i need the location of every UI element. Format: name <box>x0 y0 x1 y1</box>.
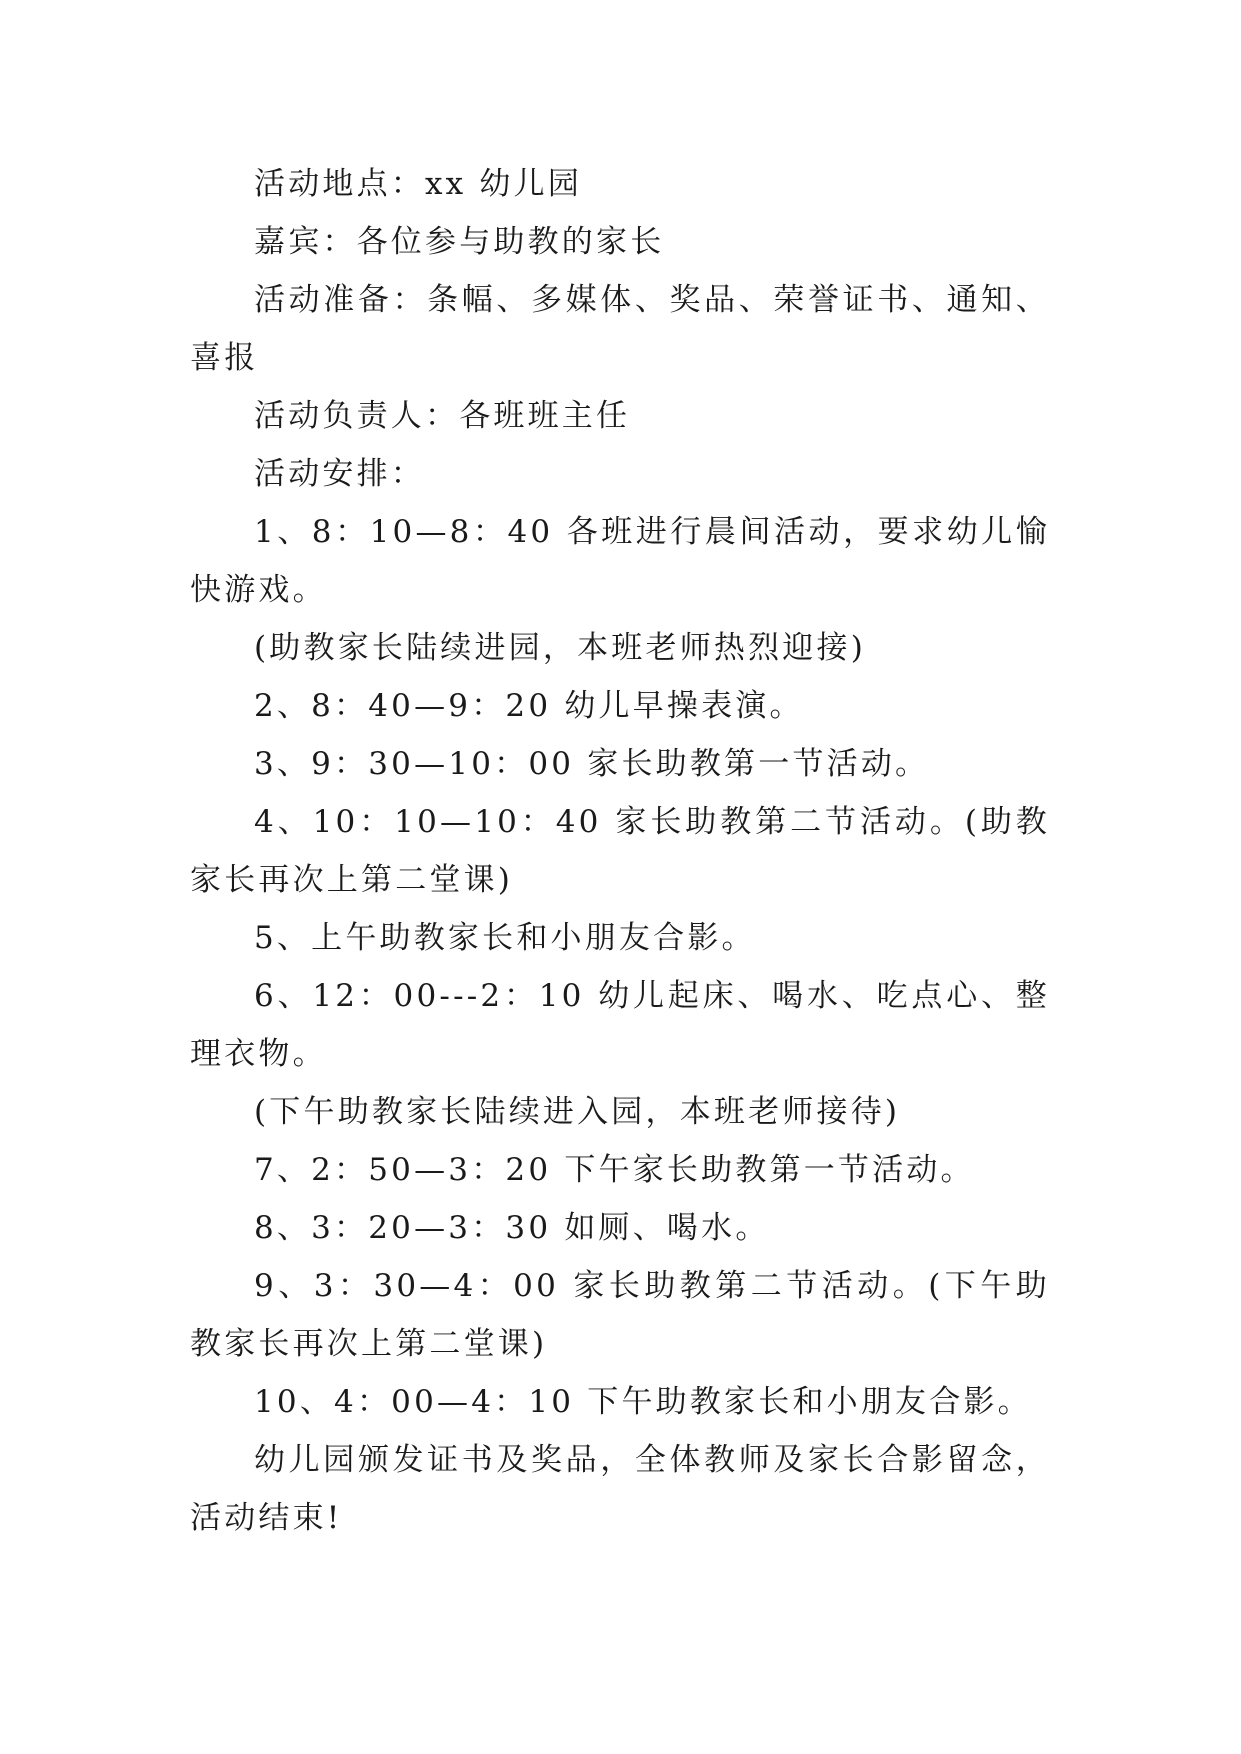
schedule-item-10: 10、4：00—4：10 下午助教家长和小朋友合影。 <box>254 1384 1032 1420</box>
schedule-item-6: 6、12：00---2：10 幼儿起床、喝水、吃点心、整理衣物。 <box>190 978 1050 1072</box>
paragraph-schedule-heading: 活动安排： <box>254 456 425 492</box>
schedule-item-9: 9、3：30—4：00 家长助教第二节活动。(下午助教家长再次上第二堂课) <box>190 1268 1050 1362</box>
paragraph-location: 活动地点：xx 幼儿园 <box>254 166 583 202</box>
schedule-item-2: 2、8：40—9：20 幼儿早操表演。 <box>254 688 804 724</box>
schedule-item-3: 3、9：30—10：00 家长助教第一节活动。 <box>254 746 930 782</box>
schedule-item-8: 8、3：20—3：30 如厕、喝水。 <box>254 1210 770 1246</box>
schedule-item-4: 4、10：10—10：40 家长助教第二节活动。(助教家长再次上第二堂课) <box>190 804 1050 898</box>
schedule-item-7: 7、2：50—3：20 下午家长助教第一节活动。 <box>254 1152 975 1188</box>
schedule-item-5: 5、上午助教家长和小朋友合影。 <box>254 920 756 956</box>
schedule-note-1: (助教家长陆续进园，本班老师热烈迎接) <box>254 630 866 666</box>
paragraph-closing: 幼儿园颁发证书及奖品，全体教师及家长合影留念，活动结束! <box>190 1442 1050 1536</box>
schedule-item-1: 1、8：10—8：40 各班进行晨间活动，要求幼儿愉快游戏。 <box>190 514 1050 608</box>
paragraph-guests: 嘉宾：各位参与助教的家长 <box>254 224 665 260</box>
schedule-note-2: (下午助教家长陆续进入园，本班老师接待) <box>254 1094 901 1130</box>
paragraph-preparation: 活动准备：条幅、多媒体、奖品、荣誉证书、通知、喜报 <box>190 282 1050 376</box>
document-body <box>190 155 1050 1547</box>
paragraph-person-in-charge: 活动负责人：各班班主任 <box>254 398 631 434</box>
